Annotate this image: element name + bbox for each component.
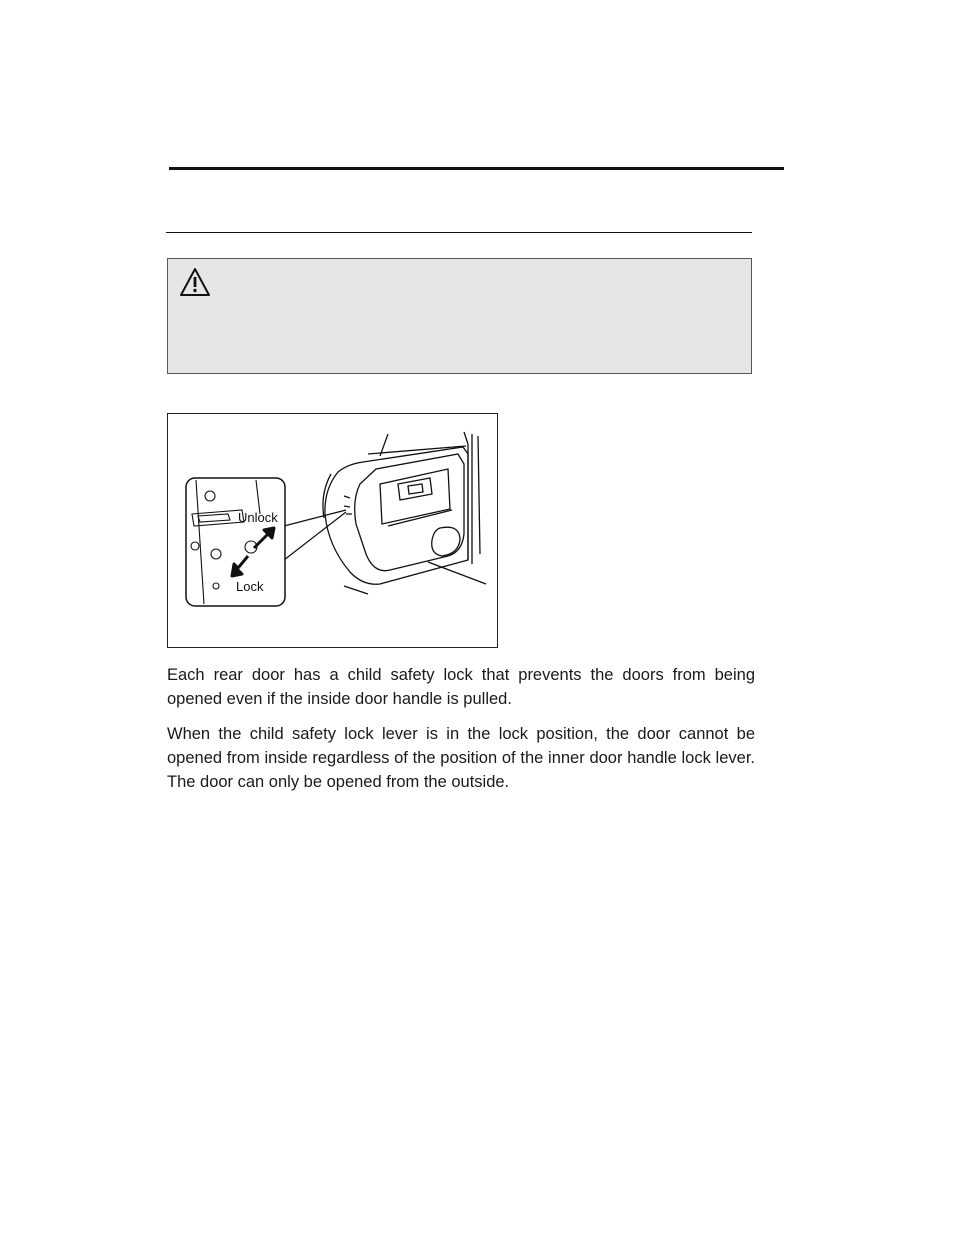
body-paragraph-2: When the child safety lock lever is in the lock position, the door cannot be opened from inside regardless of the position of the inner door handle lock lever. The door can only be opened from the outside. (167, 725, 755, 791)
rear-door-drawing (323, 432, 486, 594)
warning-box (167, 258, 752, 374)
warning-triangle-icon (178, 266, 212, 298)
door-diagram (168, 414, 497, 647)
lock-label: Lock (236, 579, 264, 594)
body-paragraph-1: Each rear door has a child safety lock that prevents the doors from being opened even if the inside door handle is pulled. (167, 666, 755, 708)
header-rule-thick (169, 167, 784, 170)
section-rule-thin (166, 232, 752, 233)
unlock-label: Unlock (238, 510, 278, 525)
lock-detail-inset (186, 478, 285, 606)
child-safety-lock-illustration (167, 413, 498, 648)
